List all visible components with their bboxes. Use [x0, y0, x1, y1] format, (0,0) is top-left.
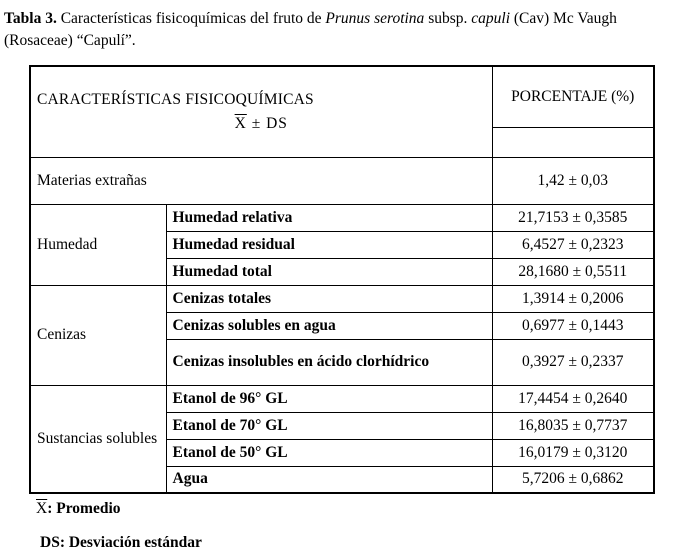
header-characteristics-title: CARACTERÍSTICAS FISICOQUÍMICAS	[37, 90, 314, 108]
sustancias-item-value-cell	[492, 439, 654, 466]
physicochemical-table	[29, 65, 655, 494]
cenizas-item-label-cell	[166, 339, 492, 385]
header-percentage-cell	[492, 66, 654, 127]
sustancias-group-label: Sustancias solubles	[37, 430, 158, 448]
cenizas-item-value: 1,3914 ± 0,2006	[521, 289, 624, 307]
sustancias-item-value: 17,4454 ± 0,2640	[518, 389, 628, 407]
cenizas-item-label: Cenizas solubles en agua	[172, 316, 336, 334]
humedad-item-label: Humedad residual	[172, 235, 295, 253]
mean-symbol: $\overline{X}$	[234, 114, 247, 132]
sustancias-item-value-cell	[492, 385, 654, 412]
humedad-item-value-cell	[492, 231, 654, 258]
caption-label: Tabla 3.	[4, 10, 57, 27]
sustancias-item-label-cell	[166, 439, 492, 466]
cenizas-item-label: Cenizas totales	[172, 289, 272, 307]
caption-text-before: Características fisicoquímicas del fruto de	[56, 10, 326, 27]
cenizas-item-value-cell	[492, 312, 654, 339]
sustancias-item-value: 5,7206 ± 0,6862	[521, 470, 624, 488]
humedad-item-label-cell	[166, 204, 492, 231]
header-percentage-empty-cell	[492, 127, 654, 157]
sustancias-item-label: Etanol de 50° GL	[172, 443, 288, 461]
header-row	[30, 66, 654, 127]
sustancias-item-value-cell	[492, 412, 654, 439]
mean-sd-text: ± DS	[246, 114, 288, 132]
footnote-ds-text: DS: Desviación estándar	[40, 534, 202, 551]
humedad-item-label-cell	[166, 258, 492, 285]
humedad-item-label: Humedad relativa	[172, 208, 293, 226]
cenizas-item-value-cell	[492, 339, 654, 385]
humedad-item-value-cell	[492, 204, 654, 231]
caption-text-mid: subsp.	[424, 10, 472, 27]
table-row	[30, 385, 654, 412]
sustancias-item-value: 16,8035 ± 0,7737	[518, 416, 628, 434]
table-row	[30, 157, 654, 204]
sustancias-item-label-cell	[166, 385, 492, 412]
sustancias-item-label: Etanol de 70° GL	[172, 416, 288, 434]
humedad-group-label: Humedad	[37, 235, 98, 253]
humedad-item-value-cell	[492, 258, 654, 285]
footnote-mean-symbol: $\overline{X}$	[36, 500, 48, 517]
humedad-item-value: 6,4527 ± 0,2323	[521, 235, 624, 253]
cenizas-group-cell	[30, 285, 166, 385]
header-characteristics-cell	[30, 66, 492, 157]
materias-label: Materias extrañas	[37, 171, 147, 189]
humedad-item-value: 21,7153 ± 0,3585	[518, 208, 628, 226]
materias-value-cell	[492, 157, 654, 204]
humedad-item-label-cell	[166, 231, 492, 258]
cenizas-item-value: 0,3927 ± 0,2337	[521, 353, 624, 370]
humedad-item-value: 28,1680 ± 0,5511	[518, 262, 628, 280]
materias-value: 1,42 ± 0,03	[537, 171, 608, 189]
sustancias-item-label-cell	[166, 466, 492, 493]
footnote-ds	[40, 534, 202, 552]
header-mean-sd	[37, 115, 486, 133]
cenizas-item-label: Cenizas insolubles en ácido clorhídrico	[172, 353, 430, 370]
footnote-promedio	[36, 500, 121, 518]
materias-label-cell	[30, 157, 492, 204]
sustancias-item-label: Etanol de 96° GL	[172, 389, 288, 407]
sustancias-item-value: 16,0179 ± 0,3120	[518, 443, 628, 461]
caption-species: Prunus serotina	[325, 10, 425, 27]
humedad-item-label: Humedad total	[172, 262, 272, 280]
table-caption	[4, 8, 668, 52]
cenizas-group-label: Cenizas	[37, 326, 87, 343]
table-row	[30, 204, 654, 231]
caption-subspecies: capuli	[471, 10, 511, 27]
sustancias-item-label: Agua	[172, 470, 208, 488]
cenizas-item-label-cell	[166, 312, 492, 339]
sustancias-item-value-cell	[492, 466, 654, 493]
sustancias-item-label-cell	[166, 412, 492, 439]
cenizas-item-label-cell	[166, 285, 492, 312]
table-row	[30, 285, 654, 312]
sustancias-group-cell	[30, 385, 166, 493]
cenizas-item-value: 0,6977 ± 0,1443	[521, 316, 624, 334]
humedad-group-cell	[30, 204, 166, 285]
footnote-promedio-text: : Promedio	[47, 500, 121, 517]
header-percentage-title: PORCENTAJE (%)	[511, 87, 635, 105]
caption-text-after: (Cav) Mc Vaugh (Rosaceae) “Capulí”.	[4, 10, 617, 49]
cenizas-item-value-cell	[492, 285, 654, 312]
